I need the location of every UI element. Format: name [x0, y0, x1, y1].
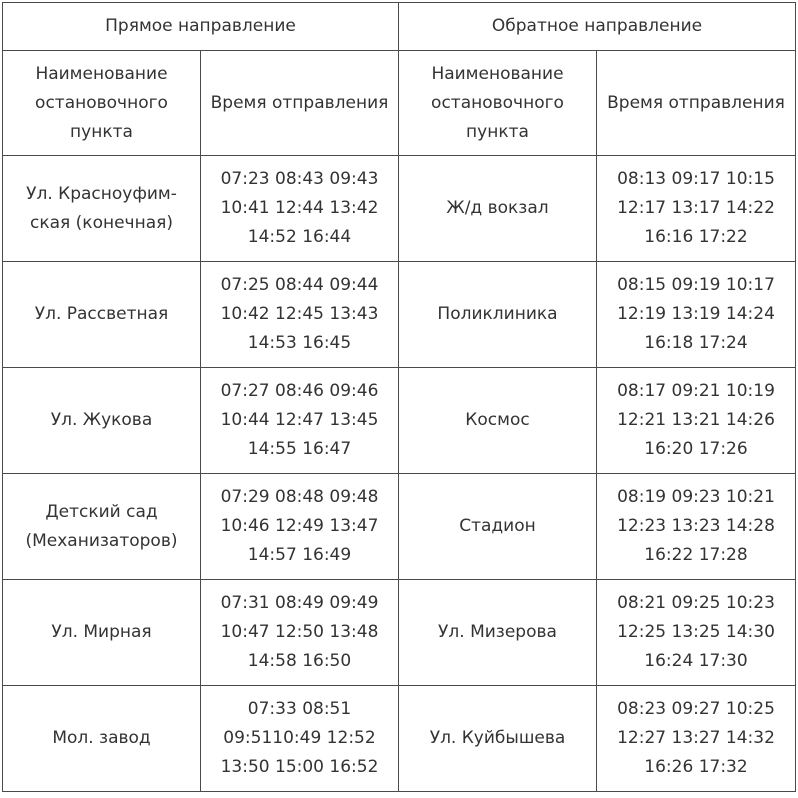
forward-departure-times: 07:29 08:48 09:48 10:46 12:49 13:47 14:57 16:49: [201, 474, 399, 580]
backward-stop-name: Ж/д вокзал: [399, 156, 597, 262]
forward-departure-times: 07:31 08:49 09:49 10:47 12:50 13:48 14:58 16:50: [201, 580, 399, 686]
table-row: [3, 580, 796, 686]
table-row: [3, 686, 796, 792]
table-row: [3, 368, 796, 474]
backward-departure-time-header: Время отправления: [597, 51, 796, 156]
backward-stop-name: Стадион: [399, 474, 597, 580]
column-header-row: [3, 51, 796, 156]
forward-stop-name: Ул. Красноуфим- ская (конечная): [3, 156, 201, 262]
backward-stop-name-header: Наименование остановочного пункта: [399, 51, 597, 156]
forward-direction-header: Прямое направление: [3, 3, 399, 51]
forward-stop-name: Ул. Жукова: [3, 368, 201, 474]
forward-departure-times: 07:25 08:44 09:44 10:42 12:45 13:43 14:53 16:45: [201, 262, 399, 368]
backward-departure-times: 08:19 09:23 10:21 12:23 13:23 14:28 16:22 17:28: [597, 474, 796, 580]
backward-stop-name: Ул. Мизерова: [399, 580, 597, 686]
bus-schedule-table: [2, 2, 796, 792]
table-row: [3, 262, 796, 368]
forward-stop-name-header: Наименование остановочного пункта: [3, 51, 201, 156]
forward-stop-name: Ул. Рассветная: [3, 262, 201, 368]
forward-departure-time-header: Время отправления: [201, 51, 399, 156]
backward-direction-header: Обратное направление: [399, 3, 796, 51]
backward-departure-times: 08:21 09:25 10:23 12:25 13:25 14:30 16:24 17:30: [597, 580, 796, 686]
forward-departure-times: 07:33 08:51 09:5110:49 12:52 13:50 15:00 16:52: [201, 686, 399, 792]
forward-stop-name: Мол. завод: [3, 686, 201, 792]
forward-stop-name: Ул. Мирная: [3, 580, 201, 686]
backward-departure-times: 08:13 09:17 10:15 12:17 13:17 14:22 16:16 17:22: [597, 156, 796, 262]
backward-stop-name: Космос: [399, 368, 597, 474]
table-row: [3, 474, 796, 580]
direction-header-row: [3, 3, 796, 51]
backward-departure-times: 08:23 09:27 10:25 12:27 13:27 14:32 16:26 17:32: [597, 686, 796, 792]
backward-stop-name: Поликлиника: [399, 262, 597, 368]
forward-departure-times: 07:23 08:43 09:43 10:41 12:44 13:42 14:52 16:44: [201, 156, 399, 262]
table-row: [3, 156, 796, 262]
forward-departure-times: 07:27 08:46 09:46 10:44 12:47 13:45 14:55 16:47: [201, 368, 399, 474]
backward-departure-times: 08:15 09:19 10:17 12:19 13:19 14:24 16:18 17:24: [597, 262, 796, 368]
forward-stop-name: Детский сад (Механизаторов): [3, 474, 201, 580]
backward-stop-name: Ул. Куйбышева: [399, 686, 597, 792]
backward-departure-times: 08:17 09:21 10:19 12:21 13:21 14:26 16:20 17:26: [597, 368, 796, 474]
